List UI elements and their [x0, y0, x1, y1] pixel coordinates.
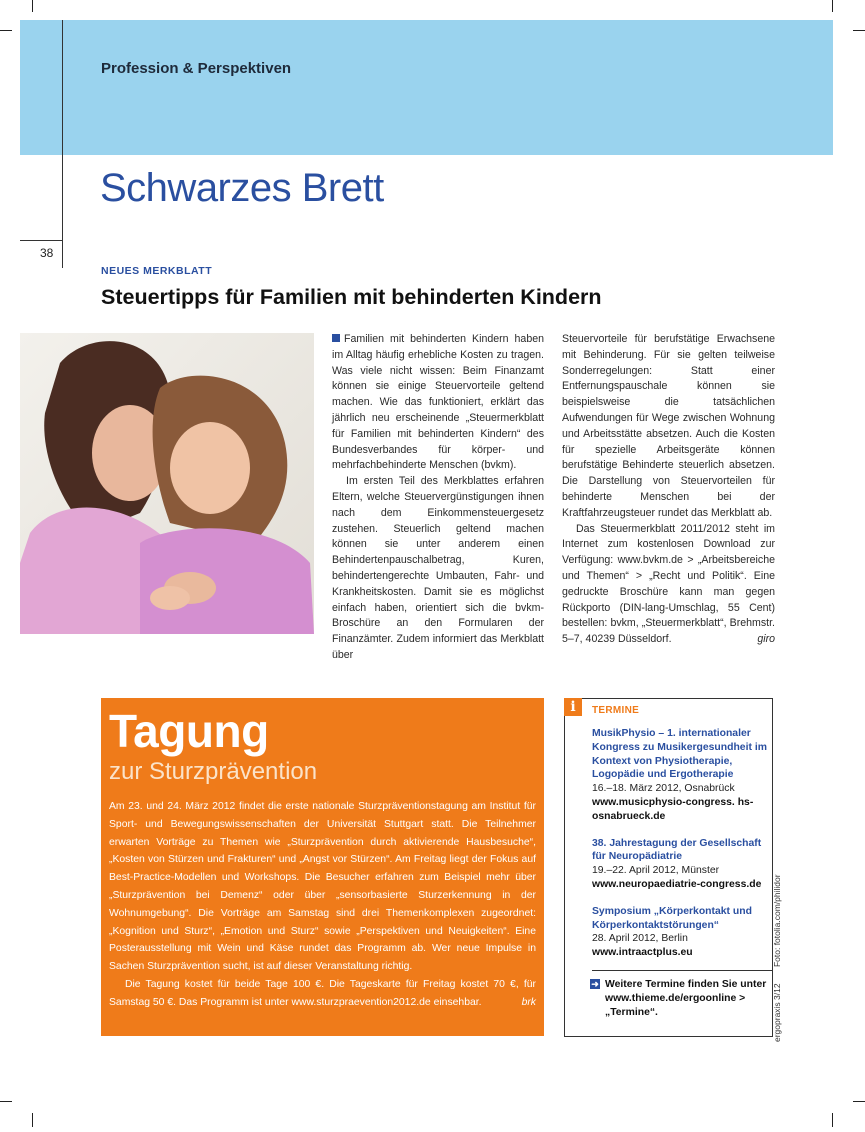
termine-list: [592, 727, 772, 973]
crop-mark: [832, 0, 833, 12]
crop-mark: [853, 30, 865, 31]
article-kicker: NEUES MERKBLATT: [101, 265, 213, 277]
article-paragraph: Im ersten Teil des Merkblattes erfahren Eltern, welche Steuervergünstigungen ihnen nach dem Einkommensteuergesetz zustehen. Steuerlich geltend machen können sie unter anderem einen Behindertenpauschalbetrag, Kuren, behindertengerechte Umbauten, Fahr- und Krankheitskosten. Damit sie es möglichst einfach haben, orientiert sich die bvkm-Broschüre an den Formularen der Finanzämter. Zudem informiert das Merkblatt über: [332, 475, 544, 661]
tagung-paragraph: Am 23. und 24. März 2012 findet die erste nationale Sturzpräventionstagung am Institut für Sport- und Bewegungswissenschaften der Universität Stuttgart statt. Die Teilnehmer erwarten Vorträge zu Themen wie „Sturzprävention durch aktivierende Hausbesuche“, „Kosten von Stürzen und Frakturen“ und „Angst vor Stürzen“. Am Freitag liegt der Fokus auf Best-Practice-Modellen und Workshops. Die Besucher erfahren zum Beispiel mehr über „Sturzprävention bei Demenz“ oder über „sensorbasierte Sturzerkennung in der Wohnumgebung“. Die Vorträge am Samstag sind drei Themenkomplexen zugeordnet: „Kognition und Sturz“, „Emotion und Sturz“ sowie „Perspektiven und Neuigkeiten“. Eine Posterausstellung mit Wein und Käse rundet das Programm ab. Wer neue Impulse in Sachen Sturzprävention sucht, ist auf dieser Veranstaltung richtig.: [109, 801, 536, 973]
article-paragraph: Steuervorteile für berufstätige Erwachsene mit Behinderung. Für sie gelten teilweise Sonderregelungen: Statt einer Entfernungspauschale können sie beispielsweise die tatsächlichen Aufwendungen für Wege zwischen Wohnung und Arbeitsstätte absetzen. Auch die Kosten für spezielle Arbeitsgeräte können berufstätige Behinderte steuerlich absetzen. Die Darstellung von Steuervorteilen für behinderte Menschen bei der Kraftfahrzeugsteuer rundet das Merkblatt ab.: [562, 333, 775, 519]
tagung-body: [109, 798, 536, 1012]
article-paragraph: [332, 332, 544, 474]
tagung-subtitle: zur Sturzprävention: [109, 758, 318, 785]
more-termine-link[interactable]: [590, 978, 772, 1019]
event-title: MusikPhysio – 1. internationaler Kongress zu Musikergesundheit im Kontext von Physiotherapie, Logopädie und Ergotherapie: [592, 728, 767, 781]
article-headline: Steuertipps für Familien mit behinderten Kindern: [101, 285, 602, 309]
event-item: [592, 837, 772, 892]
event-link[interactable]: www.intraactplus.eu: [592, 947, 693, 959]
side-credit: [772, 860, 782, 1042]
crop-mark: [32, 1113, 33, 1127]
article-signature: giro: [757, 633, 775, 646]
article-paragraph-text: Das Steuermerkblatt 2011/2012 steht im Internet zum kostenlosen Download zur Verfügung: www.bvkm.de > „Arbeitsbereiche und Themen“ > „Recht und Politik“. Eine gedruckte Broschüre kann man gegen Rückporto (DIN-lang-Umschlag, 55 Cent) bestellen: bvkm, „Steuermerkblatt“, Brehmstr. 5–7, 40239 Düsseldorf.: [562, 522, 775, 646]
photo-credit: Foto: fotolia.com/philidor: [772, 874, 782, 968]
event-title: 38. Jahrestagung der Gesellschaft für Neuropädiatrie: [592, 837, 762, 863]
event-date: 19.–22. April 2012, Münster: [592, 865, 720, 877]
arrow-right-icon: ➜: [591, 979, 599, 989]
journal-issue: ergopraxis 3/12: [772, 983, 782, 1042]
section-label: Profession & Perspektiven: [101, 60, 292, 77]
more-termine-text: Weitere Termine finden Sie unter www.thieme.de/ergoonline > „Termine“.: [605, 979, 767, 1018]
tagung-signature: brk: [521, 996, 536, 1008]
info-icon: i: [564, 698, 582, 716]
article-column-1: [332, 332, 544, 664]
crop-mark: [0, 30, 12, 31]
event-link[interactable]: www.neuropaediatrie-congress.de: [592, 878, 762, 890]
header-band: [20, 20, 833, 155]
event-link[interactable]: www.musicphysio-congress. hs-osnabrueck.de: [592, 796, 754, 822]
tagung-paragraph-text: Die Tagung kostet für beide Tage 100 €. Die Tageskarte für Freitag kostet 70 €, für Samstag 50 €. Das Programm ist unter www.sturzpraevention2012.de einsehbar.: [109, 978, 536, 1008]
event-title: Symposium „Körperkontakt und Körperkontaktstörungen“: [592, 905, 752, 931]
girls-photo-illustration: [20, 333, 314, 634]
page-title: Schwarzes Brett: [100, 166, 384, 210]
page-number-rule: [20, 240, 63, 241]
crop-mark: [832, 1113, 833, 1127]
crop-mark: [32, 0, 33, 12]
article-column-2: [562, 332, 775, 648]
event-item: [592, 905, 772, 960]
article-start-square-icon: [332, 334, 340, 342]
event-item: [592, 727, 772, 824]
article-paragraph: [562, 522, 775, 648]
crop-mark: [853, 1101, 865, 1102]
event-date: 16.–18. März 2012, Osnabrück: [592, 783, 735, 795]
tagung-paragraph: [109, 976, 536, 1012]
article-photo: [20, 333, 314, 634]
header-divider: [62, 20, 63, 268]
termine-divider: [592, 970, 772, 971]
termine-label: TERMINE: [592, 705, 640, 716]
article-paragraph-text: Familien mit behinderten Kindern haben im Alltag häufig erhebliche Kosten zu tragen. Was viele nicht wissen: Beim Finanzamt können sie einige Steuervorteile geltend machen. Wie das funktioniert, erklärt das jährlich neu erscheinende „Steuermerkblatt für Familien mit behinderten Kindern“ des Bundesverbandes für körper- und mehrfachbehinderte Menschen (bvkm).: [332, 333, 544, 472]
crop-mark: [0, 1101, 12, 1102]
tagung-title: Tagung: [109, 705, 269, 757]
page-number: 38: [40, 246, 54, 260]
event-date: 28. April 2012, Berlin: [592, 933, 688, 945]
tagung-box: [101, 698, 544, 1036]
